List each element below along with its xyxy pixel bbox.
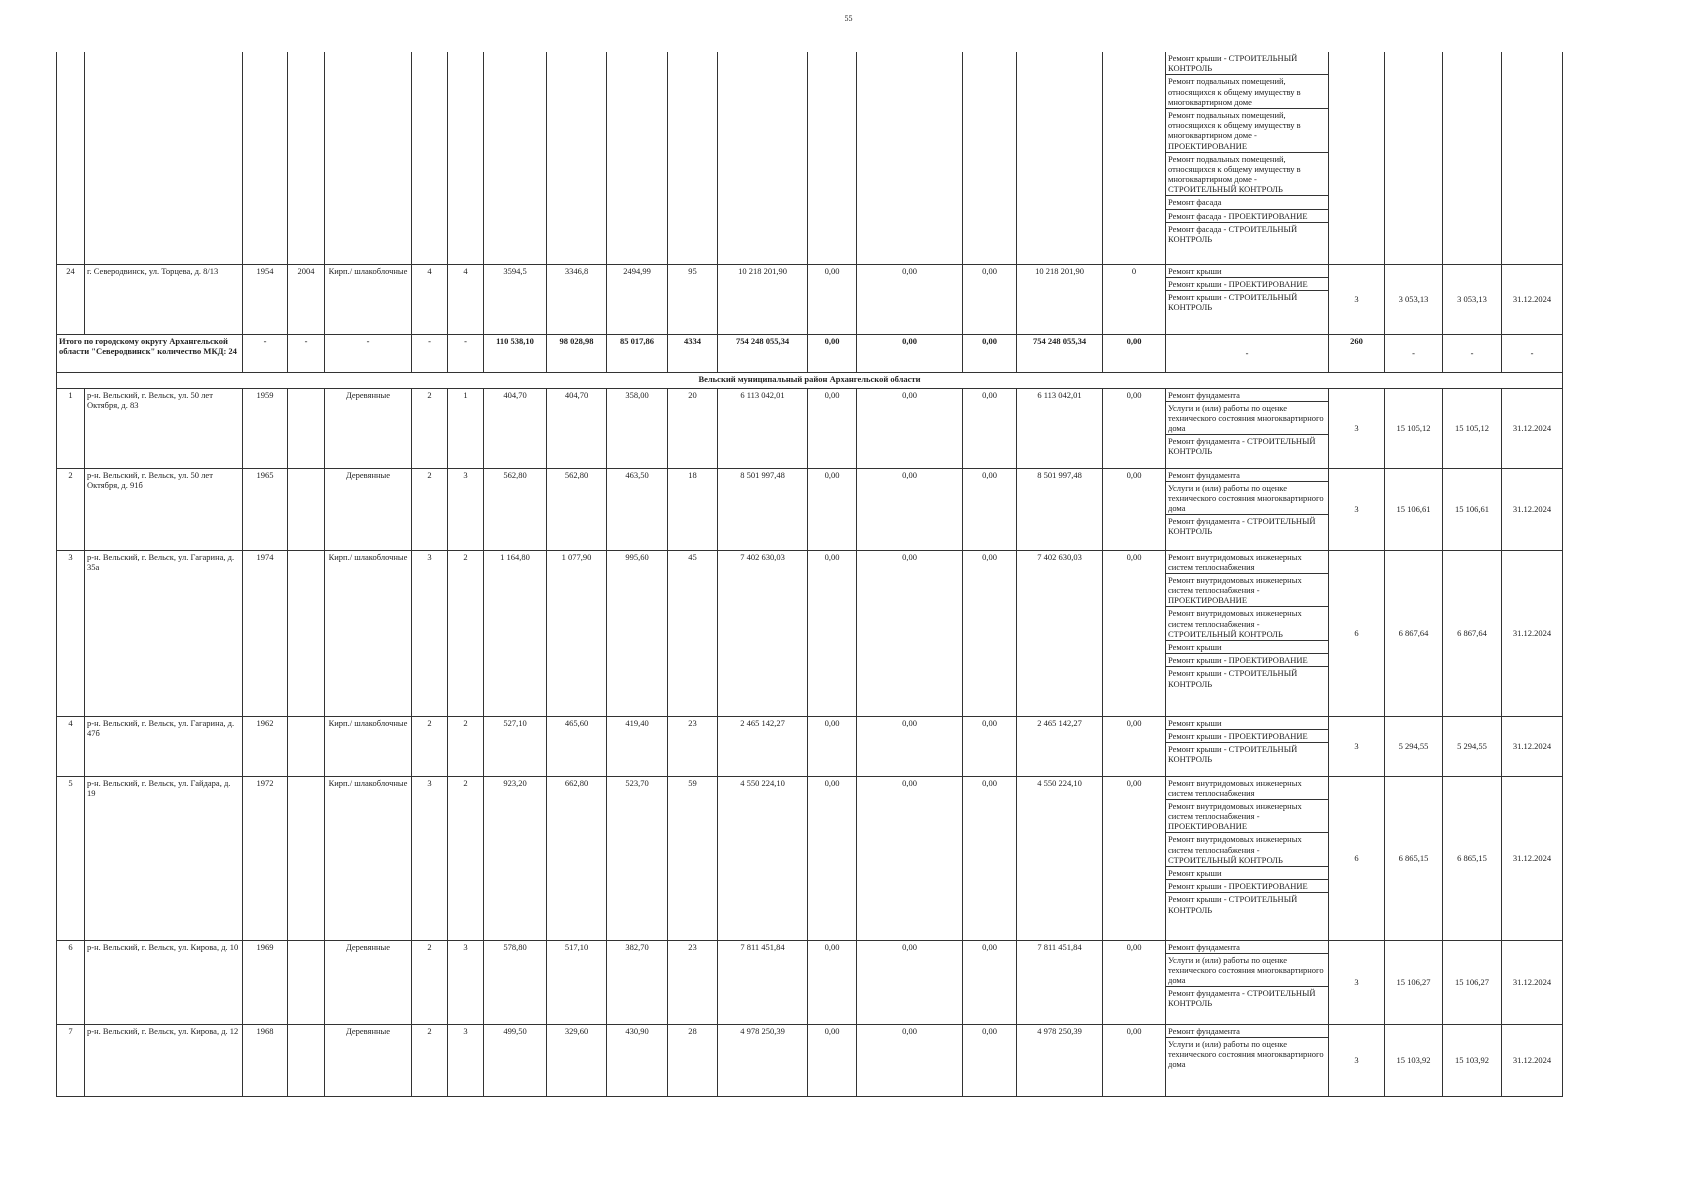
- stage-cell: 3: [1329, 388, 1385, 468]
- row-number: 5: [57, 776, 85, 940]
- work-item: Ремонт внутридомовых инженерных систем теплоснабжения - ПРОЕКТИРОВАНИЕ: [1166, 574, 1328, 608]
- fund-municipal-cell: 0,00: [963, 550, 1017, 716]
- empty-cell: [1017, 52, 1103, 264]
- cost-total-cell: 7 402 630,03: [718, 550, 808, 716]
- work-item: Ремонт подвальных помещений, относящихся к общему имуществу в многоквартирном доме - ПРОЕКТИРОВАНИЕ: [1166, 109, 1328, 153]
- work-item: Ремонт фундамента: [1166, 389, 1328, 402]
- fund-owners-cell: 4 550 224,10: [1017, 776, 1103, 940]
- dash-cell: -: [243, 334, 288, 372]
- table-row: [57, 940, 1563, 1024]
- stage-cell: 3: [1329, 264, 1385, 334]
- district-row: [57, 372, 1563, 388]
- year-repair-cell: [288, 550, 325, 716]
- area-living-cell: 523,70: [607, 776, 668, 940]
- deadline-cell: 31.12.2024: [1502, 940, 1563, 1024]
- row-number: 1: [57, 388, 85, 468]
- fund-regional-cell: 0,00: [857, 940, 963, 1024]
- area-living-cell: 2494,99: [607, 264, 668, 334]
- area-living-cell: 358,00: [607, 388, 668, 468]
- fund-regional-cell: 0,00: [857, 388, 963, 468]
- stage-cell: 260: [1329, 334, 1385, 372]
- empty-cell: [1103, 52, 1166, 264]
- entrances-cell: 2: [448, 716, 484, 776]
- row-number: 6: [57, 940, 85, 1024]
- floors-cell: 2: [412, 1024, 448, 1096]
- work-item: Ремонт фундамента - СТРОИТЕЛЬНЫЙ КОНТРОЛЬ: [1168, 516, 1316, 537]
- max-cost-cell: 15 105,12: [1443, 388, 1502, 468]
- unit-cost-cell: 15 106,61: [1385, 468, 1443, 550]
- area-total-cell: 3594,5: [484, 264, 547, 334]
- empty-cell: [808, 52, 857, 264]
- empty-cell: [1502, 52, 1563, 264]
- area-total-cell: 1 164,80: [484, 550, 547, 716]
- mkd-repair-table: [56, 52, 1563, 1097]
- work-item: Ремонт фундамента - СТРОИТЕЛЬНЫЙ КОНТРОЛЬ: [1168, 988, 1316, 1009]
- area-total-cell: 110 538,10: [484, 334, 547, 372]
- year-built-cell: 1959: [243, 388, 288, 468]
- residents-cell: 23: [668, 940, 718, 1024]
- dash-cell: -: [1502, 334, 1563, 372]
- year-repair-cell: [288, 388, 325, 468]
- unit-cost-cell: 3 053,13: [1385, 264, 1443, 334]
- wall-material-cell: Деревянные: [325, 388, 412, 468]
- works-list-cell: [1166, 388, 1329, 468]
- floors-cell: 2: [412, 716, 448, 776]
- work-item: Ремонт внутридомовых инженерных систем теплоснабжения: [1166, 777, 1328, 800]
- year-repair-cell: [288, 1024, 325, 1096]
- work-item: Ремонт крыши - ПРОЕКТИРОВАНИЕ: [1166, 730, 1328, 743]
- entrances-cell: 3: [448, 940, 484, 1024]
- empty-cell: [547, 52, 607, 264]
- works-list: [1166, 469, 1328, 538]
- work-item: Ремонт крыши: [1166, 641, 1328, 654]
- empty-cell: [963, 52, 1017, 264]
- subtotal-row: [57, 334, 1563, 372]
- residents-cell: 20: [668, 388, 718, 468]
- area-living-cell: 463,50: [607, 468, 668, 550]
- work-item: Ремонт фундамента - СТРОИТЕЛЬНЫЙ КОНТРОЛЬ: [1168, 436, 1316, 457]
- max-cost-cell: 15 106,61: [1443, 468, 1502, 550]
- area-total-cell: 562,80: [484, 468, 547, 550]
- fund-regional-cell: 0,00: [857, 334, 963, 372]
- max-cost-cell: 6 865,15: [1443, 776, 1502, 940]
- stage-cell: 3: [1329, 716, 1385, 776]
- max-cost-cell: 6 867,64: [1443, 550, 1502, 716]
- work-item: Ремонт крыши: [1166, 717, 1328, 730]
- other-cell: 0,00: [1103, 776, 1166, 940]
- fund-municipal-cell: 0,00: [963, 388, 1017, 468]
- empty-cell: [668, 52, 718, 264]
- fund-owners-cell: 4 978 250,39: [1017, 1024, 1103, 1096]
- wall-material-cell: Кирп./ шлакоблочные: [325, 716, 412, 776]
- work-item: Ремонт крыши - СТРОИТЕЛЬНЫЙ КОНТРОЛЬ: [1168, 743, 1298, 765]
- fund-regional-cell: 0,00: [857, 468, 963, 550]
- year-repair-cell: [288, 940, 325, 1024]
- fund-regional-cell: 0,00: [857, 550, 963, 716]
- empty-cell: [857, 52, 963, 264]
- address-cell: р-н. Вельский, г. Вельск, ул. Кирова, д. 10: [85, 940, 243, 1024]
- fund-federal-cell: 0,00: [808, 716, 857, 776]
- works-list: [1166, 52, 1328, 245]
- empty-cell: [1443, 52, 1502, 264]
- work-item: Ремонт крыши: [1166, 867, 1328, 880]
- stage-cell: 6: [1329, 550, 1385, 716]
- area-living-cell: 419,40: [607, 716, 668, 776]
- work-item: Ремонт крыши - СТРОИТЕЛЬНЫЙ КОНТРОЛЬ: [1168, 291, 1298, 313]
- year-built-cell: 1969: [243, 940, 288, 1024]
- cost-total-cell: 8 501 997,48: [718, 468, 808, 550]
- year-built-cell: 1974: [243, 550, 288, 716]
- stage-cell: 3: [1329, 468, 1385, 550]
- continuation-row: [57, 52, 1563, 264]
- empty-cell: [412, 52, 448, 264]
- work-item: Услуги и (или) работы по оценке технического состояния многоквартирного дома: [1166, 482, 1328, 516]
- works-list-cell: [1166, 776, 1329, 940]
- work-item: Ремонт крыши - СТРОИТЕЛЬНЫЙ КОНТРОЛЬ: [1168, 668, 1298, 689]
- fund-municipal-cell: 0,00: [963, 716, 1017, 776]
- area-rooms-cell: 3346,8: [547, 264, 607, 334]
- work-item: Услуги и (или) работы по оценке технического состояния многоквартирного дома: [1168, 1038, 1324, 1070]
- empty-cell: [484, 52, 547, 264]
- cost-total-cell: 4 978 250,39: [718, 1024, 808, 1096]
- stage-cell: 6: [1329, 776, 1385, 940]
- empty-cell: [57, 52, 85, 264]
- fund-regional-cell: 0,00: [857, 716, 963, 776]
- work-item: Ремонт внутридомовых инженерных систем теплоснабжения - СТРОИТЕЛЬНЫЙ КОНТРОЛЬ: [1166, 833, 1328, 867]
- fund-federal-cell: 0,00: [808, 776, 857, 940]
- other-cell: 0,00: [1103, 550, 1166, 716]
- work-item: Ремонт крыши - ПРОЕКТИРОВАНИЕ: [1166, 654, 1328, 667]
- dash-cell: -: [412, 334, 448, 372]
- deadline-cell: 31.12.2024: [1502, 550, 1563, 716]
- row-number: 4: [57, 716, 85, 776]
- fund-municipal-cell: 0,00: [963, 264, 1017, 334]
- works-list-cell: [1166, 716, 1329, 776]
- row-number: 24: [57, 264, 85, 334]
- area-rooms-cell: 98 028,98: [547, 334, 607, 372]
- residents-cell: 23: [668, 716, 718, 776]
- work-item: Ремонт фундамента: [1166, 1025, 1328, 1038]
- cost-total-cell: 754 248 055,34: [718, 334, 808, 372]
- empty-cell: [448, 52, 484, 264]
- empty-cell: [325, 52, 412, 264]
- work-item: Ремонт подвальных помещений, относящихся к общему имуществу в многоквартирном доме - СТРОИТЕЛЬНЫЙ КОНТРОЛЬ: [1166, 153, 1328, 197]
- fund-municipal-cell: 0,00: [963, 468, 1017, 550]
- year-built-cell: 1968: [243, 1024, 288, 1096]
- fund-municipal-cell: 0,00: [963, 940, 1017, 1024]
- entrances-cell: 2: [448, 776, 484, 940]
- deadline-cell: 31.12.2024: [1502, 468, 1563, 550]
- deadline-cell: 31.12.2024: [1502, 776, 1563, 940]
- max-cost-cell: 15 106,27: [1443, 940, 1502, 1024]
- table-body: [57, 52, 1563, 1096]
- other-cell: 0,00: [1103, 716, 1166, 776]
- works-list: [1166, 265, 1328, 314]
- dash-cell: -: [448, 334, 484, 372]
- area-total-cell: 404,70: [484, 388, 547, 468]
- area-rooms-cell: 662,80: [547, 776, 607, 940]
- area-rooms-cell: 465,60: [547, 716, 607, 776]
- empty-cell: [243, 52, 288, 264]
- wall-material-cell: Деревянные: [325, 468, 412, 550]
- empty-cell: [288, 52, 325, 264]
- area-rooms-cell: 404,70: [547, 388, 607, 468]
- deadline-cell: 31.12.2024: [1502, 388, 1563, 468]
- cost-total-cell: 6 113 042,01: [718, 388, 808, 468]
- works-list-cell: [1166, 468, 1329, 550]
- table-row: [57, 716, 1563, 776]
- row-number: 7: [57, 1024, 85, 1096]
- work-item: Ремонт фасада - СТРОИТЕЛЬНЫЙ КОНТРОЛЬ: [1168, 223, 1298, 244]
- table-row: [57, 550, 1563, 716]
- stage-cell: 3: [1329, 1024, 1385, 1096]
- empty-cell: [607, 52, 668, 264]
- fund-owners-cell: 754 248 055,34: [1017, 334, 1103, 372]
- other-cell: 0,00: [1103, 388, 1166, 468]
- row-number: 3: [57, 550, 85, 716]
- district-heading: Вельский муниципальный район Архангельской области: [57, 372, 1563, 388]
- works-list-cell: [1166, 940, 1329, 1024]
- table-row: [57, 776, 1563, 940]
- work-item: Ремонт подвальных помещений, относящихся к общему имуществу в многоквартирном доме: [1166, 75, 1328, 109]
- year-built-cell: 1962: [243, 716, 288, 776]
- year-repair-cell: [288, 468, 325, 550]
- fund-municipal-cell: 0,00: [963, 776, 1017, 940]
- work-item: Ремонт крыши - СТРОИТЕЛЬНЫЙ КОНТРОЛЬ: [1166, 52, 1328, 75]
- fund-owners-cell: 10 218 201,90: [1017, 264, 1103, 334]
- fund-federal-cell: 0,00: [808, 334, 857, 372]
- year-repair-cell: [288, 716, 325, 776]
- works-list-cell: [1166, 264, 1329, 334]
- work-item: Услуги и (или) работы по оценке технического состояния многоквартирного дома: [1166, 402, 1328, 436]
- empty-cell: [718, 52, 808, 264]
- works-list-cell: [1166, 550, 1329, 716]
- wall-material-cell: Кирп./ шлакоблочные: [325, 264, 412, 334]
- year-repair-cell: [288, 776, 325, 940]
- residents-cell: 28: [668, 1024, 718, 1096]
- fund-regional-cell: 0,00: [857, 264, 963, 334]
- address-cell: р-н. Вельский, г. Вельск, ул. 50 лет Октября, д. 91б: [85, 468, 243, 550]
- area-living-cell: 430,90: [607, 1024, 668, 1096]
- residents-cell: 45: [668, 550, 718, 716]
- entrances-cell: 1: [448, 388, 484, 468]
- max-cost-cell: 5 294,55: [1443, 716, 1502, 776]
- wall-material-cell: Деревянные: [325, 1024, 412, 1096]
- fund-owners-cell: 8 501 997,48: [1017, 468, 1103, 550]
- fund-regional-cell: 0,00: [857, 776, 963, 940]
- work-item: Услуги и (или) работы по оценке технического состояния многоквартирного дома: [1166, 954, 1328, 988]
- address-cell: р-н. Вельский, г. Вельск, ул. Гайдара, д. 19: [85, 776, 243, 940]
- floors-cell: 2: [412, 388, 448, 468]
- works-list: [1166, 941, 1328, 1010]
- works-list: [1166, 717, 1328, 766]
- deadline-cell: 31.12.2024: [1502, 264, 1563, 334]
- max-cost-cell: 3 053,13: [1443, 264, 1502, 334]
- entrances-cell: 4: [448, 264, 484, 334]
- works-list: [1166, 551, 1328, 690]
- dash-cell: -: [1443, 334, 1502, 372]
- area-rooms-cell: 517,10: [547, 940, 607, 1024]
- fund-regional-cell: 0,00: [857, 1024, 963, 1096]
- fund-federal-cell: 0,00: [808, 468, 857, 550]
- other-cell: 0,00: [1103, 1024, 1166, 1096]
- fund-owners-cell: 2 465 142,27: [1017, 716, 1103, 776]
- table-row: [57, 1024, 1563, 1096]
- residents-cell: 95: [668, 264, 718, 334]
- work-item: Ремонт внутридомовых инженерных систем теплоснабжения - ПРОЕКТИРОВАНИЕ: [1166, 800, 1328, 834]
- page-number: 55: [844, 14, 853, 23]
- work-item: Ремонт внутридомовых инженерных систем теплоснабжения: [1166, 551, 1328, 574]
- residents-cell: 4334: [668, 334, 718, 372]
- table-row: [57, 468, 1563, 550]
- works-list: [1166, 389, 1328, 458]
- work-item: Ремонт фасада - ПРОЕКТИРОВАНИЕ: [1166, 210, 1328, 223]
- area-total-cell: 578,80: [484, 940, 547, 1024]
- address-cell: р-н. Вельский, г. Вельск, ул. Кирова, д. 12: [85, 1024, 243, 1096]
- floors-cell: 2: [412, 468, 448, 550]
- floors-cell: 3: [412, 550, 448, 716]
- work-item: Ремонт внутридомовых инженерных систем теплоснабжения - СТРОИТЕЛЬНЫЙ КОНТРОЛЬ: [1166, 607, 1328, 641]
- area-rooms-cell: 1 077,90: [547, 550, 607, 716]
- cost-total-cell: 7 811 451,84: [718, 940, 808, 1024]
- dash-cell: -: [1385, 334, 1443, 372]
- residents-cell: 59: [668, 776, 718, 940]
- entrances-cell: 3: [448, 1024, 484, 1096]
- table-row: [57, 388, 1563, 468]
- wall-material-cell: Кирп./ шлакоблочные: [325, 550, 412, 716]
- deadline-cell: 31.12.2024: [1502, 1024, 1563, 1096]
- wall-material-cell: Кирп./ шлакоблочные: [325, 776, 412, 940]
- work-item: Ремонт фундамента: [1166, 469, 1328, 482]
- empty-cell: [85, 52, 243, 264]
- unit-cost-cell: 5 294,55: [1385, 716, 1443, 776]
- other-cell: 0,00: [1103, 334, 1166, 372]
- deadline-cell: 31.12.2024: [1502, 716, 1563, 776]
- area-living-cell: 382,70: [607, 940, 668, 1024]
- dash-cell: -: [325, 334, 412, 372]
- cost-total-cell: 4 550 224,10: [718, 776, 808, 940]
- work-item: Ремонт крыши: [1166, 265, 1328, 278]
- area-living-cell: 995,60: [607, 550, 668, 716]
- other-cell: 0,00: [1103, 468, 1166, 550]
- area-total-cell: 499,50: [484, 1024, 547, 1096]
- fund-owners-cell: 7 402 630,03: [1017, 550, 1103, 716]
- dash-cell: -: [1166, 334, 1329, 372]
- fund-municipal-cell: 0,00: [963, 334, 1017, 372]
- row-number: 2: [57, 468, 85, 550]
- fund-federal-cell: 0,00: [808, 550, 857, 716]
- entrances-cell: 3: [448, 468, 484, 550]
- empty-cell: [1385, 52, 1443, 264]
- year-built-cell: 1965: [243, 468, 288, 550]
- wall-material-cell: Деревянные: [325, 940, 412, 1024]
- works-list-cell: [1166, 52, 1329, 264]
- cost-total-cell: 10 218 201,90: [718, 264, 808, 334]
- unit-cost-cell: 15 105,12: [1385, 388, 1443, 468]
- work-item: Ремонт крыши - ПРОЕКТИРОВАНИЕ: [1166, 880, 1328, 893]
- area-rooms-cell: 329,60: [547, 1024, 607, 1096]
- fund-federal-cell: 0,00: [808, 264, 857, 334]
- area-living-cell: 85 017,86: [607, 334, 668, 372]
- residents-cell: 18: [668, 468, 718, 550]
- fund-municipal-cell: 0,00: [963, 1024, 1017, 1096]
- other-cell: 0: [1103, 264, 1166, 334]
- subtotal-label: Итого по городскому округу Архангельской области "Северодвинск" количество МКД: 24: [57, 334, 243, 372]
- year-built-cell: 1954: [243, 264, 288, 334]
- area-total-cell: 923,20: [484, 776, 547, 940]
- floors-cell: 2: [412, 940, 448, 1024]
- floors-cell: 4: [412, 264, 448, 334]
- max-cost-cell: 15 103,92: [1443, 1024, 1502, 1096]
- fund-federal-cell: 0,00: [808, 1024, 857, 1096]
- year-repair-cell: 2004: [288, 264, 325, 334]
- work-item: Ремонт крыши - СТРОИТЕЛЬНЫЙ КОНТРОЛЬ: [1168, 894, 1298, 915]
- fund-owners-cell: 7 811 451,84: [1017, 940, 1103, 1024]
- work-item: Ремонт фундамента: [1166, 941, 1328, 954]
- year-built-cell: 1972: [243, 776, 288, 940]
- fund-federal-cell: 0,00: [808, 940, 857, 1024]
- works-list-cell: [1166, 1024, 1329, 1096]
- entrances-cell: 2: [448, 550, 484, 716]
- area-total-cell: 527,10: [484, 716, 547, 776]
- stage-cell: 3: [1329, 940, 1385, 1024]
- cost-total-cell: 2 465 142,27: [718, 716, 808, 776]
- fund-federal-cell: 0,00: [808, 388, 857, 468]
- unit-cost-cell: 15 103,92: [1385, 1024, 1443, 1096]
- work-item: Ремонт фасада: [1166, 196, 1328, 209]
- work-item: Ремонт крыши - ПРОЕКТИРОВАНИЕ: [1166, 278, 1328, 291]
- dash-cell: -: [288, 334, 325, 372]
- table-row: [57, 264, 1563, 334]
- address-cell: р-н. Вельский, г. Вельск, ул. Гагарина, д. 47б: [85, 716, 243, 776]
- empty-cell: [1329, 52, 1385, 264]
- address-cell: р-н. Вельский, г. Вельск, ул. 50 лет Октября, д. 83: [85, 388, 243, 468]
- unit-cost-cell: 15 106,27: [1385, 940, 1443, 1024]
- floors-cell: 3: [412, 776, 448, 940]
- unit-cost-cell: 6 867,64: [1385, 550, 1443, 716]
- fund-owners-cell: 6 113 042,01: [1017, 388, 1103, 468]
- address-cell: р-н. Вельский, г. Вельск, ул. Гагарина, д. 35а: [85, 550, 243, 716]
- unit-cost-cell: 6 865,15: [1385, 776, 1443, 940]
- works-list: [1166, 777, 1328, 916]
- works-list: [1166, 1025, 1328, 1071]
- area-rooms-cell: 562,80: [547, 468, 607, 550]
- other-cell: 0,00: [1103, 940, 1166, 1024]
- address-cell: г. Северодвинск, ул. Торцева, д. 8/13: [85, 264, 243, 334]
